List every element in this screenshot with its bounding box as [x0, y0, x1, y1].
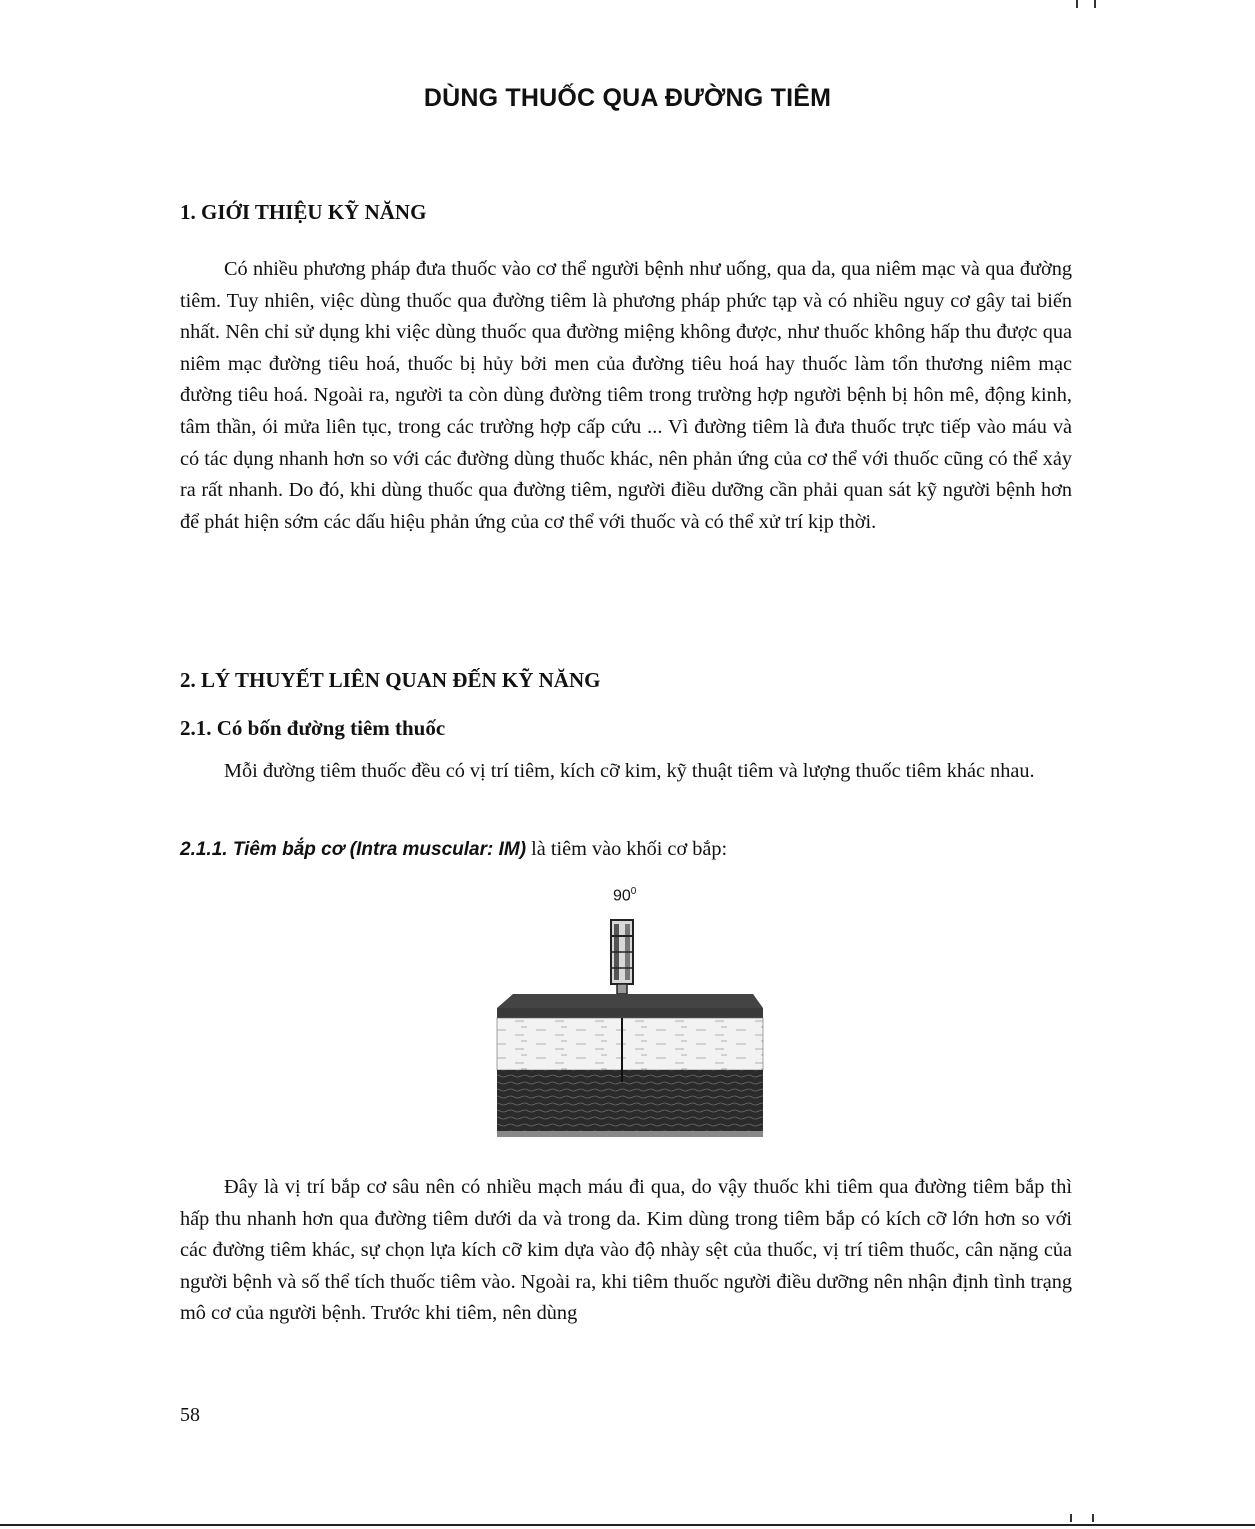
corner-mark [1092, 1514, 1094, 1522]
section-2-1-1-line [180, 838, 727, 861]
angle-label [613, 886, 636, 905]
angle-value: 90 [613, 887, 631, 905]
section-2-1-heading: 2.1. Có bốn đường tiêm thuốc [180, 716, 446, 740]
section-1-paragraph: Có nhiều phương pháp đưa thuốc vào cơ thể người bệnh như uống, qua da, qua niêm mạc và qua đường tiêm. Tuy nhiên, việc dùng thuốc qua đường tiêm là phương pháp phức tạp và có nhiều nguy cơ gây tai biến nhất. Nên chỉ sử dụng khi việc dùng thuốc qua đường miệng không được, như thuốc không hấp thu được qua niêm mạc đường tiêu hoá, thuốc bị hủy bởi men của đường tiêu hoá hay thuốc làm tổn thương niêm mạc đường tiêu hoá. Ngoài ra, người ta còn dùng đường tiêm trong trường hợp người bệnh bị hôn mê, động kinh, tâm thần, ói mửa liên tục, trong các trường hợp cấp cứu ... Vì đường tiêm là đưa thuốc trực tiếp vào máu và có tác dụng nhanh hơn so với các đường dùng thuốc khác, nên phản ứng của cơ thể với thuốc cũng có thể xảy ra rất nhanh. Do đó, khi dùng thuốc qua đường tiêm, người điều dưỡng cần phải quan sát kỹ người bệnh hơn để phát hiện sớm các dấu hiệu phản ứng của cơ thể với thuốc và có thể xử trí kịp thời. [180, 258, 1072, 533]
section-2-1-1-label: 2.1.1. Tiêm bắp cơ (Intra muscular: IM) [180, 839, 527, 860]
section-1-heading: 1. GIỚI THIỆU KỸ NĂNG [180, 200, 427, 224]
section-2-heading: 2. LÝ THUYẾT LIÊN QUAN ĐẾN KỸ NĂNG [180, 668, 601, 692]
corner-mark [1070, 1514, 1072, 1522]
intramuscular-paragraph: Đây là vị trí bắp cơ sâu nên có nhiều mạch máu đi qua, do vậy thuốc khi tiêm qua đường tiêm bắp thì hấp thu nhanh hơn qua đường tiêm dưới da và trong da. Kim dùng trong tiêm bắp có kích cỡ lớn hơn so với các đường tiêm khác, sự chọn lựa kích cỡ kim dựa vào độ nhày sệt của thuốc, vị trí tiêm thuốc, cân nặng của người bệnh và số thể tích thuốc tiêm vào. Ngoài ra, khi tiêm thuốc người điều dưỡng nên nhận định tình trạng mô cơ của người bệnh. Trước khi tiêm, nên dùng [180, 1176, 1072, 1325]
intramuscular-injection-illustration [493, 912, 768, 1140]
page-title: DÙNG THUỐC QUA ĐƯỜNG TIÊM [423, 84, 832, 112]
section-2-1-1-text: là tiêm vào khối cơ bắp: [526, 838, 728, 860]
section-2-1-paragraph: Mỗi đường tiêm thuốc đều có vị trí tiêm, kích cỡ kim, kỹ thuật tiêm và lượng thuốc tiêm khác nhau. [224, 760, 1035, 782]
page-edge-line [0, 1524, 1255, 1526]
corner-mark [1076, 0, 1078, 8]
corner-mark [1094, 0, 1096, 8]
page-number: 58 [180, 1404, 200, 1426]
angle-degree: 0 [630, 886, 637, 897]
